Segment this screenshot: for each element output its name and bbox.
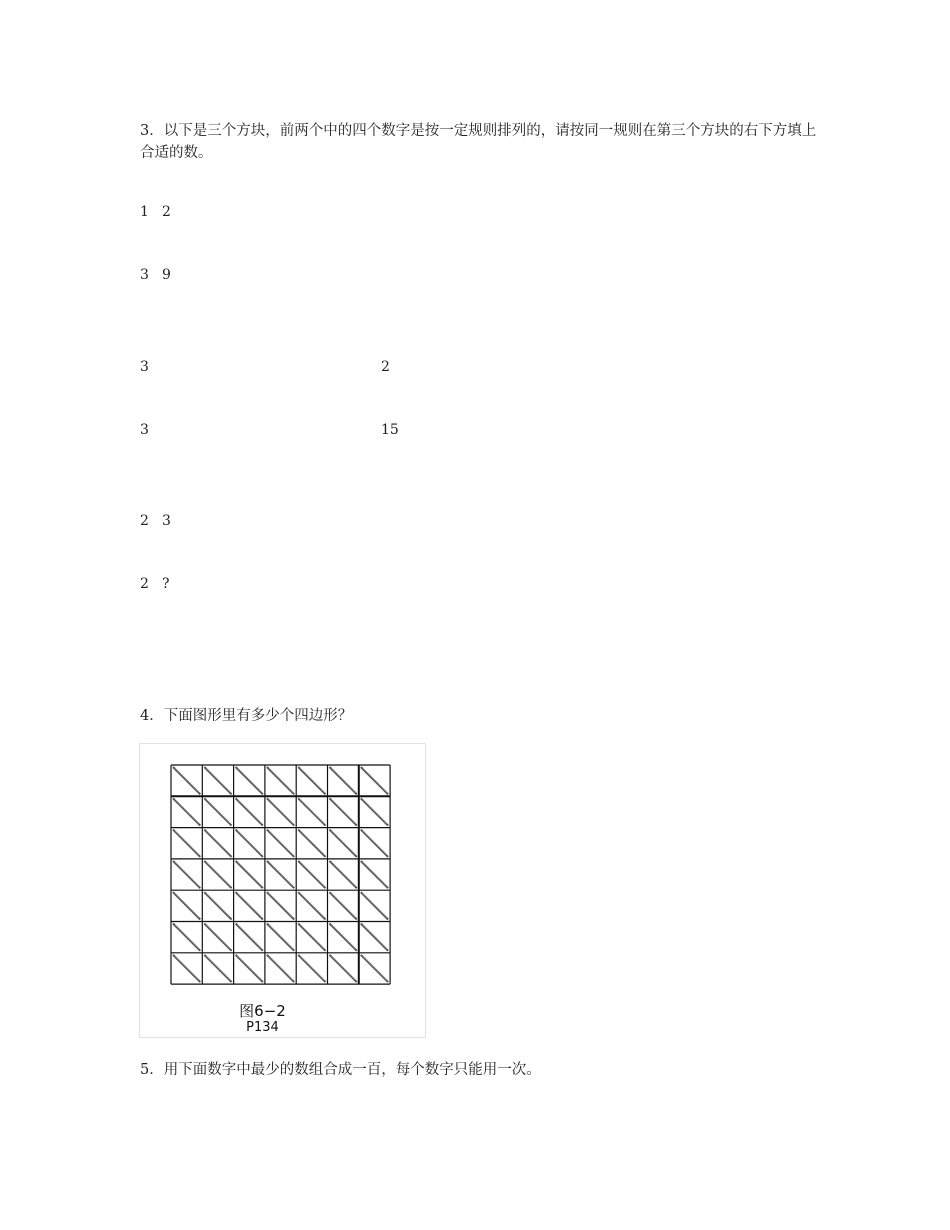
cell-diagonal [267, 798, 294, 825]
cell-diagonal-shade [300, 956, 324, 980]
cell-diagonal [204, 955, 231, 982]
cell-diagonal [173, 892, 200, 919]
cell-diagonal-shade [300, 862, 324, 886]
cell-diagonal [236, 861, 263, 888]
cell-diagonal-shade [175, 956, 199, 980]
block3-bottom-left: 2 [140, 576, 149, 592]
cell-diagonal [173, 924, 200, 951]
cell-diagonal-shade [332, 862, 356, 886]
cell-diagonal [298, 830, 325, 857]
block1-bottom-right: 9 [162, 267, 171, 283]
cell-diagonal [361, 767, 388, 794]
cell-diagonal [330, 767, 357, 794]
block2-top-right: 2 [381, 359, 390, 375]
cell-diagonal [267, 892, 294, 919]
cell-diagonal [361, 861, 388, 888]
cell-diagonal-shade [238, 799, 262, 823]
cell-diagonal-shade [206, 799, 230, 823]
cell-diagonal-shade [363, 956, 387, 980]
cell-diagonal-shade [206, 862, 230, 886]
cell-diagonal-shade [269, 768, 293, 792]
quadrilateral-figure [139, 743, 426, 1038]
cell-diagonal-shade [175, 799, 199, 823]
cell-diagonal [236, 830, 263, 857]
cell-diagonal-shade [363, 799, 387, 823]
question-5-text: 5．用下面数字中最少的数组合成一百，每个数字只能用一次。 [140, 1062, 541, 1078]
cell-diagonal [298, 955, 325, 982]
cell-diagonal-shade [175, 831, 199, 855]
cell-diagonal-shade [332, 831, 356, 855]
cell-diagonal-shade [269, 862, 293, 886]
cell-diagonal [236, 955, 263, 982]
cell-diagonal [236, 767, 263, 794]
cell-diagonal [267, 955, 294, 982]
cell-diagonal [330, 798, 357, 825]
cell-diagonal-shade [300, 831, 324, 855]
grid-diagram [140, 744, 425, 1037]
cell-diagonal [267, 861, 294, 888]
cell-diagonal [298, 892, 325, 919]
cell-diagonal-shade [269, 893, 293, 917]
cell-diagonal-shade [206, 956, 230, 980]
block1-bottom-left: 3 [140, 267, 149, 283]
cell-diagonal-shade [363, 768, 387, 792]
cell-diagonal-shade [175, 768, 199, 792]
cell-diagonal [173, 830, 200, 857]
cell-diagonal-shade [238, 925, 262, 949]
cell-diagonal [298, 861, 325, 888]
cell-diagonal [173, 861, 200, 888]
cell-diagonal-shade [175, 925, 199, 949]
cell-diagonal-shade [300, 893, 324, 917]
cell-diagonal-shade [269, 831, 293, 855]
cell-diagonal [361, 798, 388, 825]
cell-diagonal-shade [269, 925, 293, 949]
cell-diagonal [298, 798, 325, 825]
cell-diagonal [267, 924, 294, 951]
cell-diagonal-shade [175, 893, 199, 917]
cell-diagonal [204, 830, 231, 857]
cell-diagonal [330, 830, 357, 857]
cell-diagonal [361, 955, 388, 982]
cell-diagonal-shade [363, 831, 387, 855]
block2-top-left: 3 [140, 359, 149, 375]
cell-diagonal [361, 830, 388, 857]
cell-diagonal [236, 892, 263, 919]
figure-caption: 图6−2 [239, 1002, 286, 1020]
cell-diagonal-shade [300, 925, 324, 949]
cell-diagonal-shade [332, 925, 356, 949]
cell-diagonal-shade [206, 768, 230, 792]
block3-bottom-right: ? [162, 576, 170, 592]
cell-diagonal-shade [206, 831, 230, 855]
cell-diagonal [236, 798, 263, 825]
cell-diagonal-shade [332, 893, 356, 917]
cell-diagonal-shade [269, 799, 293, 823]
cell-diagonal [361, 924, 388, 951]
cell-diagonal [204, 861, 231, 888]
cell-diagonal-shade [206, 893, 230, 917]
cell-diagonal-shade [332, 799, 356, 823]
cell-diagonal [330, 924, 357, 951]
cell-diagonal [204, 892, 231, 919]
cell-diagonal [330, 955, 357, 982]
block3-top-left: 2 [140, 513, 149, 529]
cell-diagonal [204, 798, 231, 825]
cell-diagonal-shade [238, 893, 262, 917]
cell-diagonal [173, 798, 200, 825]
cell-diagonal [298, 924, 325, 951]
cell-diagonal-shade [269, 956, 293, 980]
cell-diagonal [267, 767, 294, 794]
cell-diagonal-shade [300, 799, 324, 823]
cell-diagonal-shade [175, 862, 199, 886]
cell-diagonal-shade [238, 862, 262, 886]
cell-diagonal [330, 861, 357, 888]
cell-diagonal [298, 767, 325, 794]
cell-diagonal [204, 924, 231, 951]
question-3-text: 3．以下是三个方块，前两个中的四个数字是按一定规则排列的，请按同一规则在第三个方块的右下方填上合适的数。 [140, 123, 817, 161]
block1-top-left: 1 [140, 204, 149, 220]
cell-diagonal-shade [363, 862, 387, 886]
cell-diagonal-shade [238, 831, 262, 855]
cell-diagonal-shade [300, 768, 324, 792]
cell-diagonal-shade [363, 925, 387, 949]
cell-diagonal [267, 830, 294, 857]
cell-diagonal-shade [363, 893, 387, 917]
cell-diagonal-shade [332, 956, 356, 980]
cell-diagonal-shade [206, 925, 230, 949]
cell-diagonal [204, 767, 231, 794]
question-4-text: 4．下面图形里有多少个四边形？ [140, 708, 353, 724]
block2-bottom-right: 15 [381, 422, 399, 438]
block3-top-right: 3 [162, 513, 171, 529]
cell-diagonal [173, 767, 200, 794]
cell-diagonal [236, 924, 263, 951]
block1-top-right: 2 [162, 204, 171, 220]
cell-diagonal [361, 892, 388, 919]
cell-diagonal-shade [238, 768, 262, 792]
cell-diagonal-shade [332, 768, 356, 792]
block2-bottom-left: 3 [140, 422, 149, 438]
cell-diagonal [330, 892, 357, 919]
cell-diagonal [173, 955, 200, 982]
cell-diagonal-shade [238, 956, 262, 980]
figure-page-label: P134 [246, 1020, 279, 1035]
